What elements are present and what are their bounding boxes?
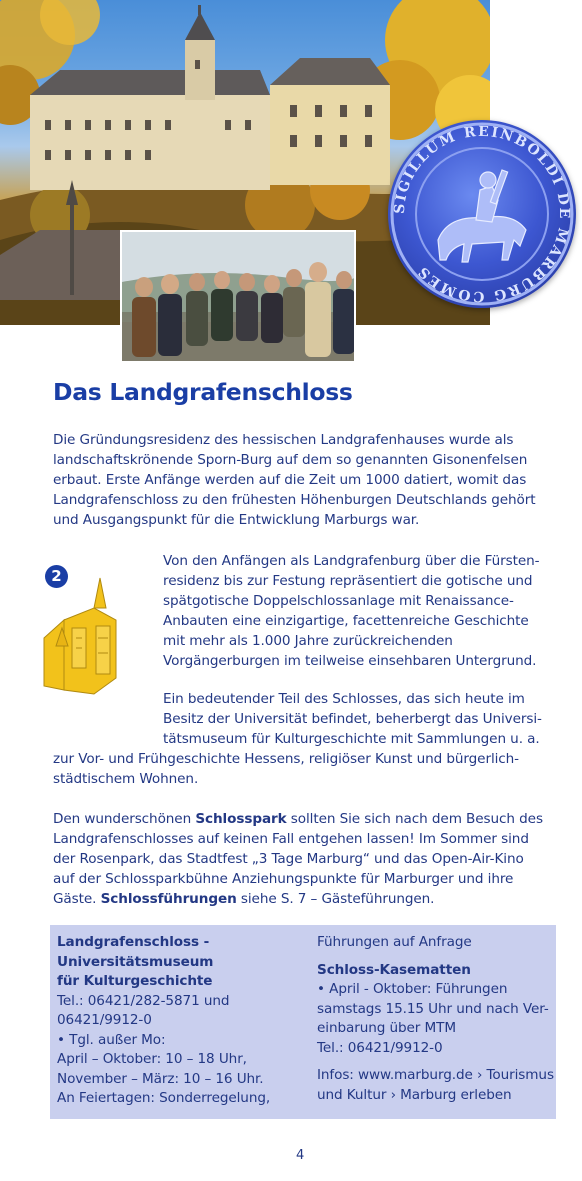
museum-phone-2: 06421/9912-0 xyxy=(57,1012,152,1028)
castle-map-icon xyxy=(36,568,122,708)
museum-info-column xyxy=(57,933,302,1109)
park-text-2: sollten Sie sich nach dem Besuch des Landgrafenschlosses auf keinen Fall entgehen lassen! Im Sommer sind der Rosenpark, das Stadtfest „3 Tage Marburg“ und das Open-Air-Kino auf der Schlossparkbühne Anziehungspunkte für Marburger und ihre Gäste. xyxy=(53,811,543,907)
intro-paragraph: Die Gründungsresidenz des hessischen Landgrafenhauses wurde als landschaftskrönende Sporn-Burg auf dem so genannten Gisonenfelsen erbaut. Erste Anfänge werden auf die Zeit um 1000 datiert, womit das Landgrafenschloss zu den frühesten Höhenburgen Deutschlands gehört und Ausgangspunkt für die Entwicklung Marburgs war. xyxy=(53,432,536,528)
kasematten-info-column xyxy=(317,933,555,1105)
museum-paragraph xyxy=(53,689,543,789)
kasematten-line-3: einbarung über MTM xyxy=(317,1020,456,1036)
kasematten-line-2: samstags 15.15 Uhr und nach Ver- xyxy=(317,1000,549,1017)
museum-line-3: tätsmuseum für Kulturgeschichte mit Sammlungen u. a. xyxy=(163,731,540,747)
seal-legend: SIGILLUM REINBOLDI DE MARBURG COMES xyxy=(391,123,573,305)
museum-heading-1: Landgrafenschloss - xyxy=(57,934,210,950)
schlosspark-paragraph xyxy=(53,809,548,909)
tours-on-request: Führungen auf Anfrage xyxy=(317,934,472,950)
page-title: Das Landgrafenschloss xyxy=(53,378,353,406)
museum-hours-summer: April – Oktober: 10 – 18 Uhr, xyxy=(57,1051,247,1067)
museum-line-rest: zur Vor- und Frühgeschichte Hessens, religiöser Kunst und bürgerlich-städtischem Wohnen. xyxy=(53,751,519,787)
historic-seal-image xyxy=(388,120,576,308)
visitor-info-box xyxy=(50,925,556,1119)
schlosspark-highlight: Schlosspark xyxy=(195,811,287,827)
info-link-line-1: Infos: www.marburg.de › Tourismus xyxy=(317,1067,554,1083)
park-text-1: Den wunderschönen xyxy=(53,811,196,827)
kasematten-heading: Schloss-Kasematten xyxy=(317,961,471,978)
museum-hours-winter: November – März: 10 – 16 Uhr. xyxy=(57,1070,264,1087)
kasematten-line-1: • April - Oktober: Führungen xyxy=(317,981,508,997)
kasematten-phone: Tel.: 06421/9912-0 xyxy=(317,1039,443,1056)
museum-heading-2: Universitätsmuseum xyxy=(57,953,214,970)
tour-group-photo xyxy=(120,230,356,363)
museum-open-days: • Tgl. außer Mo: xyxy=(57,1031,166,1048)
museum-heading-3: für Kulturgeschichte xyxy=(57,973,213,989)
museum-line-1: Ein bedeutender Teil des Schlosses, das sich heute im xyxy=(163,691,525,707)
park-text-3: siehe S. 7 – Gästeführungen. xyxy=(236,891,435,907)
page-number: 4 xyxy=(296,1148,305,1163)
schlossfuehrungen-highlight: Schlossführungen xyxy=(100,891,237,907)
history-paragraph: Von den Anfängen als Landgrafenburg über die Fürsten-residenz bis zur Festung repräsentiert die gotische und spätgotische Doppelschlossanlage mit Renaissance-Anbauten eine einzigartige, facettenreiche Geschichte mit mehr als 1.000 Jahre zurückreichenden Vorgängerburgen im teilweise einsehbaren Untergrund. xyxy=(163,553,540,669)
museum-holiday-note: An Feiertagen: Sonderregelung, xyxy=(57,1090,271,1106)
museum-line-2: Besitz der Universität befindet, beherbergt das Universi- xyxy=(163,711,542,727)
museum-phone-1: Tel.: 06421/282-5871 und xyxy=(57,992,230,1009)
location-number-badge: 2 xyxy=(45,565,68,588)
info-link-line-2: und Kultur › Marburg erleben xyxy=(317,1086,512,1103)
